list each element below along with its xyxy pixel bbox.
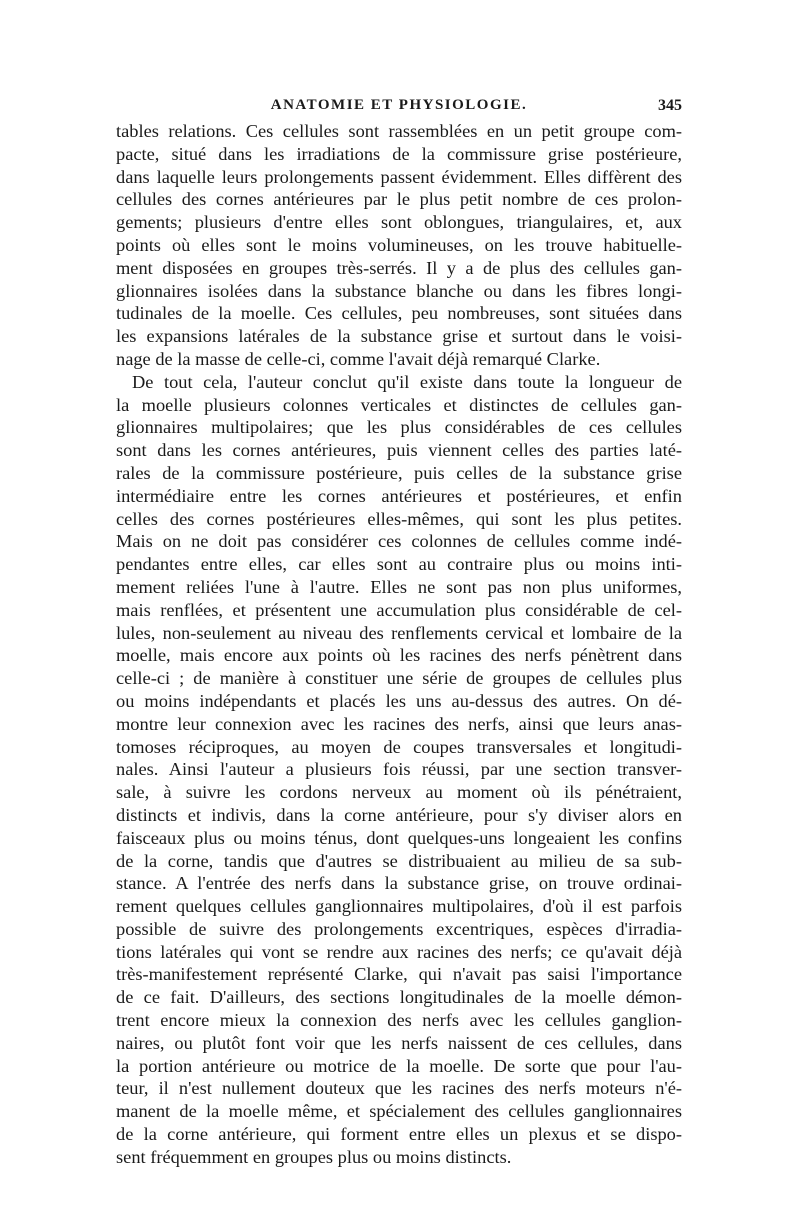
running-head — [116, 97, 682, 121]
text-line: lules, non-seulement au niveau des renflements cervical et lombaire de la — [116, 622, 682, 643]
text-line: rales de la commissure postérieure, puis celles de la substance grise — [116, 462, 682, 483]
text-line: ou moins indépendants et placés les uns au-dessus des autres. On dé- — [116, 690, 682, 711]
text-line: mais renflées, et présentent une accumulation plus considérable de cel- — [116, 599, 682, 620]
text-line: cellules des cornes antérieures par le plus petit nombre de ces prolon- — [116, 189, 682, 210]
page-number: 345 — [658, 97, 682, 114]
text-line: Mais on ne doit pas considérer ces colonnes de cellules comme indé- — [116, 531, 682, 552]
text-line: tudinales de la moelle. Ces cellules, peu nombreuses, sont situées dans — [116, 303, 682, 324]
text-line: manent de la moelle même, et spécialement des cellules ganglionnaires — [116, 1101, 682, 1122]
text-line: sont dans les cornes antérieures, puis viennent celles des parties laté- — [116, 440, 682, 461]
text-line: pendantes entre elles, car elles sont au contraire plus ou moins inti- — [116, 554, 682, 575]
paragraph-start-line: De tout cela, l'auteur conclut qu'il existe dans toute la longueur de — [132, 371, 682, 392]
text-line: gements; plusieurs d'entre elles sont oblongues, triangulaires, et, aux — [116, 212, 682, 233]
text-line: ment disposées en groupes très-serrés. Il y a de plus des cellules gan- — [116, 257, 682, 278]
text-line: tables relations. Ces cellules sont rassemblées en un petit groupe com- — [116, 121, 682, 141]
text-line: teur, il n'est nullement douteux que les racines des nerfs moteurs n'é- — [116, 1078, 682, 1099]
paragraph-end-line: sent fréquemment en groupes plus ou moins distincts. — [116, 1146, 512, 1167]
text-line: mement reliées l'une à l'autre. Elles ne sont pas non plus uniformes, — [116, 576, 682, 597]
text-line: naires, ou plutôt font voir que les nerfs naissent de ces cellules, dans — [116, 1032, 682, 1053]
text-line: tions latérales qui vont se rendre aux racines des nerfs; ce qu'avait déjà — [116, 941, 682, 962]
text-line: tomoses réciproques, au moyen de coupes transversales et longitudi- — [116, 736, 682, 757]
text-line: distincts et indivis, dans la corne antérieure, pour s'y diviser alors en — [116, 804, 682, 825]
text-line: la portion antérieure ou motrice de la moelle. De sorte que pour l'au- — [116, 1055, 682, 1076]
text-line: de la corne, tandis que d'autres se distribuaient au milieu de sa sub- — [116, 850, 682, 871]
text-line: glionnaires isolées dans la substance blanche ou dans les fibres longi- — [116, 280, 682, 301]
text-line: très-manifestement représenté Clarke, qui n'avait pas saisi l'importance — [116, 964, 682, 985]
text-line: la moelle plusieurs colonnes verticales et distinctes de cellules gan- — [116, 394, 682, 415]
text-line: de ce fait. D'ailleurs, des sections longitudinales de la moelle démon- — [116, 987, 682, 1008]
text-line: celle-ci ; de manière à constituer une série de groupes de cellules plus — [116, 668, 682, 689]
text-line: intermédiaire entre les cornes antérieures et postérieures, et enfin — [116, 485, 682, 506]
text-line: possible de suivre des prolongements excentriques, espèces d'irradia- — [116, 918, 682, 939]
text-line: dans laquelle leurs prolongements passent évidemment. Elles diffèrent des — [116, 166, 682, 187]
text-line: stance. A l'entrée des nerfs dans la substance grise, on trouve ordinai- — [116, 873, 682, 894]
text-line: sale, à suivre les cordons nerveux au moment où ils pénétraient, — [116, 782, 682, 803]
text-line: montre leur connexion avec les racines des nerfs, ainsi que leurs anas- — [116, 713, 682, 734]
paragraph-end-line: nage de la masse de celle-ci, comme l'avait déjà remarqué Clarke. — [116, 348, 601, 369]
text-line: nales. Ainsi l'auteur a plusieurs fois réussi, par une section transver- — [116, 759, 682, 780]
text-line: rement quelques cellules ganglionnaires multipolaires, d'où il est parfois — [116, 896, 682, 917]
text-line: points où elles sont le moins volumineuses, on les trouve habituelle- — [116, 234, 682, 255]
text-line: faisceaux plus ou moins ténus, dont quelques-uns longeaient les confins — [116, 827, 682, 848]
body-text — [116, 120, 682, 1169]
text-line: les expansions latérales de la substance grise et surtout dans le voisi- — [116, 326, 682, 347]
text-line: trent encore mieux la connexion des nerfs avec les cellules ganglion- — [116, 1010, 682, 1031]
text-line: de la corne antérieure, qui forment entre elles un plexus et se dispo- — [116, 1124, 682, 1145]
text-line: celles des cornes postérieures elles-mêmes, qui sont les plus petites. — [116, 508, 682, 529]
text-line: glionnaires multipolaires; que les plus considérables de ces cellules — [116, 417, 682, 438]
running-title: ANATOMIE ET PHYSIOLOGIE. — [270, 97, 528, 113]
text-line: pacte, situé dans les irradiations de la commissure grise postérieure, — [116, 143, 682, 164]
text-line: moelle, mais encore aux points où les racines des nerfs pénètrent dans — [116, 645, 682, 666]
